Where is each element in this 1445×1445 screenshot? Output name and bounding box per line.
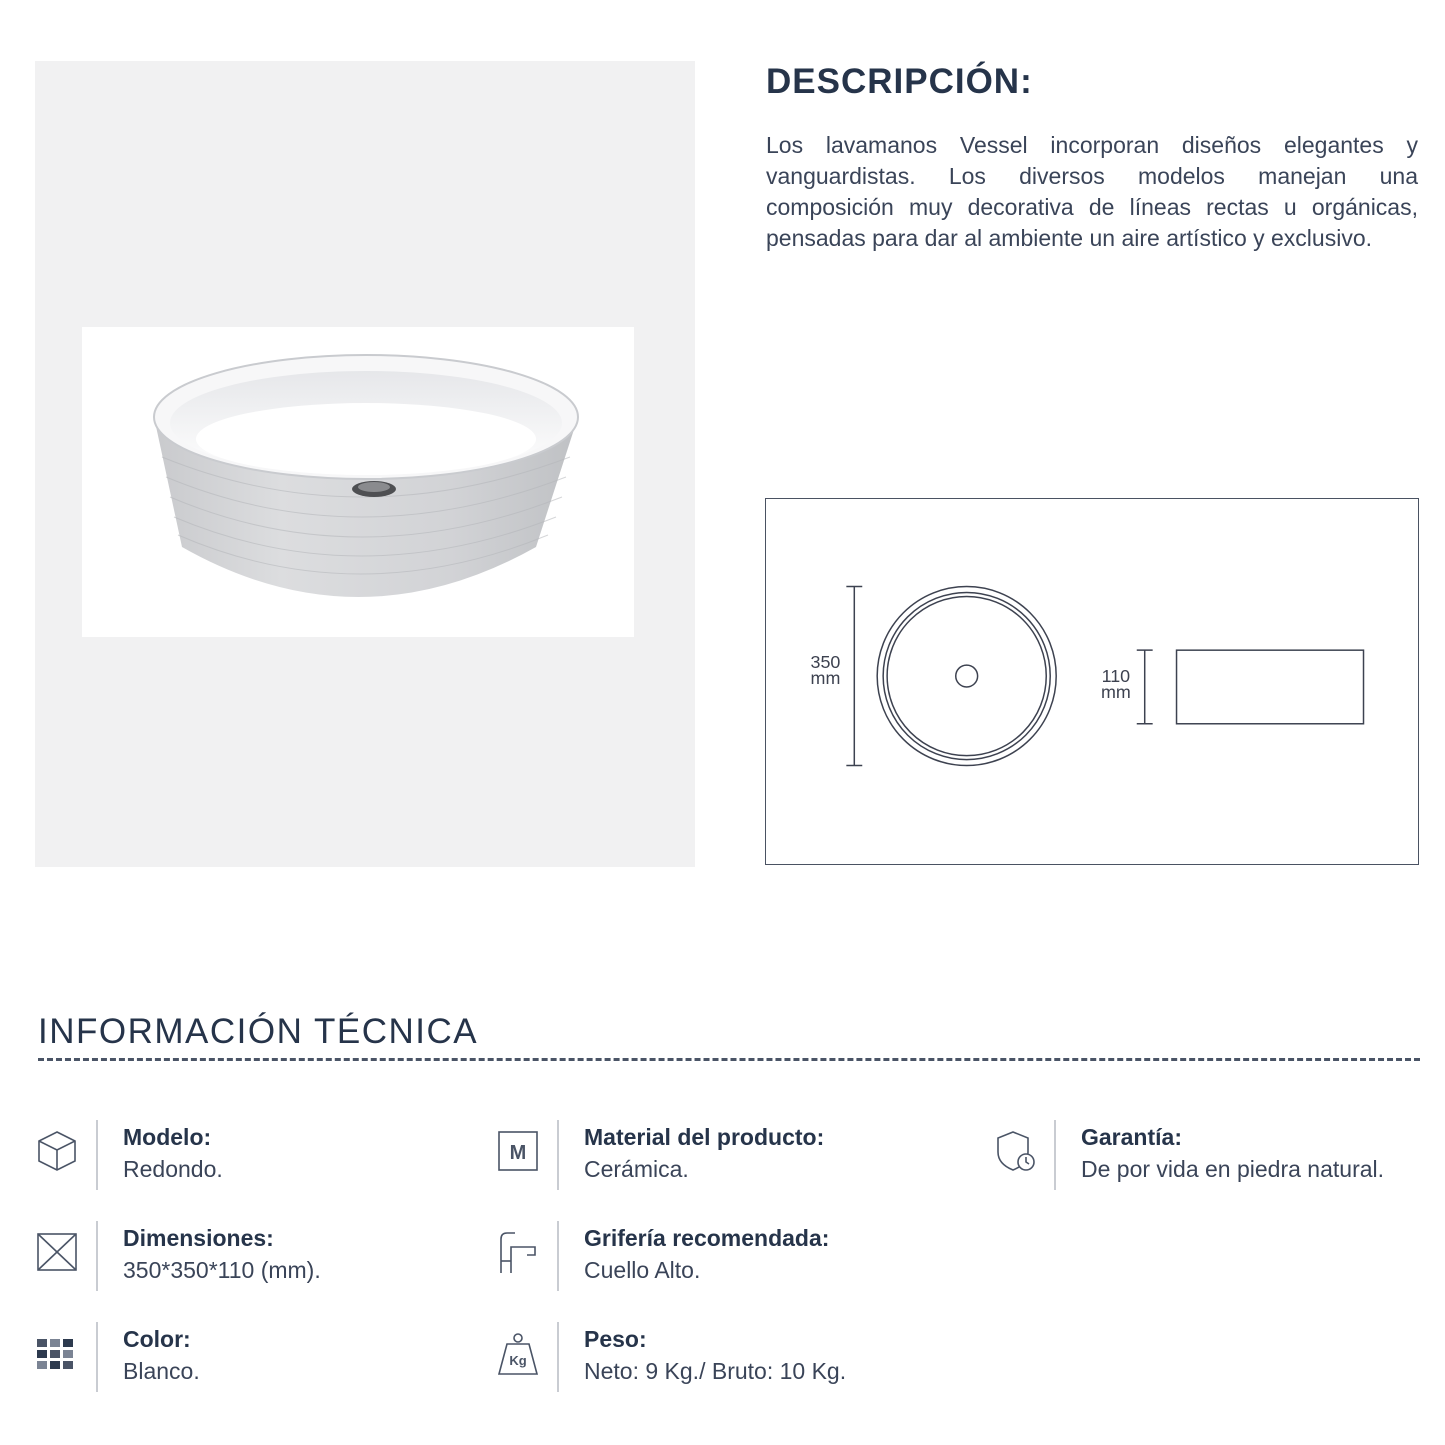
- material-m-icon: [497, 1128, 539, 1174]
- spec-divider: [96, 1221, 98, 1291]
- technical-drawing: [765, 498, 1419, 865]
- spec-value: De por vida en piedra natural.: [1081, 1156, 1385, 1182]
- spec-divider: [96, 1120, 98, 1190]
- tech-divider: [38, 1058, 1420, 1061]
- spec-color: [36, 1322, 456, 1392]
- spec-label: Grifería recomendada:: [584, 1225, 830, 1251]
- description-text: Los lavamanos Vessel incorporan diseños elegantes y vanguardistas. Los diversos modelos manejan una composición muy decorativa de líneas rectas u orgánicas, pensadas para dar al ambiente un aire artístico y exclusivo.: [766, 132, 1418, 251]
- spec-griferia: [497, 1221, 937, 1291]
- height-unit: mm: [1100, 681, 1131, 702]
- shield-clock-icon: [994, 1128, 1036, 1174]
- spec-value: 350*350*110 (mm).: [123, 1257, 321, 1283]
- spec-label: Color:: [123, 1326, 191, 1352]
- spec-divider: [1054, 1120, 1056, 1190]
- spec-material: [497, 1120, 937, 1190]
- diameter-unit: mm: [810, 667, 841, 688]
- spec-value: Neto: 9 Kg./ Bruto: 10 Kg.: [584, 1358, 847, 1384]
- height-value: 110: [1101, 665, 1131, 686]
- spec-garantia: [994, 1120, 1434, 1190]
- spec-value: Blanco.: [123, 1358, 200, 1384]
- spec-value: Cuello Alto.: [584, 1257, 701, 1283]
- product-photo-panel: [35, 61, 695, 867]
- spec-modelo: [36, 1120, 456, 1190]
- spec-value: Cerámica.: [584, 1156, 689, 1182]
- description-title: DESCRIPCIÓN:: [766, 62, 1033, 101]
- dimensions-box-icon: [36, 1229, 78, 1275]
- faucet-icon: [497, 1229, 539, 1275]
- svg-text:Kg: Kg: [509, 1353, 527, 1368]
- dimension-diagram: [766, 499, 1418, 864]
- spec-label: Material del producto:: [584, 1124, 825, 1150]
- color-grid-icon: [36, 1330, 78, 1376]
- spec-label: Peso:: [584, 1326, 647, 1352]
- product-photo: [82, 327, 634, 637]
- spec-label: Dimensiones:: [123, 1225, 274, 1251]
- tech-info-title: INFORMACIÓN TÉCNICA: [38, 1012, 479, 1051]
- spec-divider: [557, 1120, 559, 1190]
- spec-label: Garantía:: [1081, 1124, 1182, 1150]
- round-basin-image: [82, 327, 634, 637]
- kg-weight-icon: [497, 1330, 539, 1376]
- cube-icon: [36, 1128, 78, 1174]
- spec-divider: [557, 1221, 559, 1291]
- spec-dimensiones: [36, 1221, 456, 1291]
- spec-value: Redondo.: [123, 1156, 223, 1182]
- svg-text:M: M: [509, 1142, 527, 1164]
- spec-peso: [497, 1322, 937, 1392]
- diameter-value: 350: [810, 652, 841, 673]
- spec-label: Modelo:: [123, 1124, 212, 1150]
- spec-divider: [96, 1322, 98, 1392]
- spec-divider: [557, 1322, 559, 1392]
